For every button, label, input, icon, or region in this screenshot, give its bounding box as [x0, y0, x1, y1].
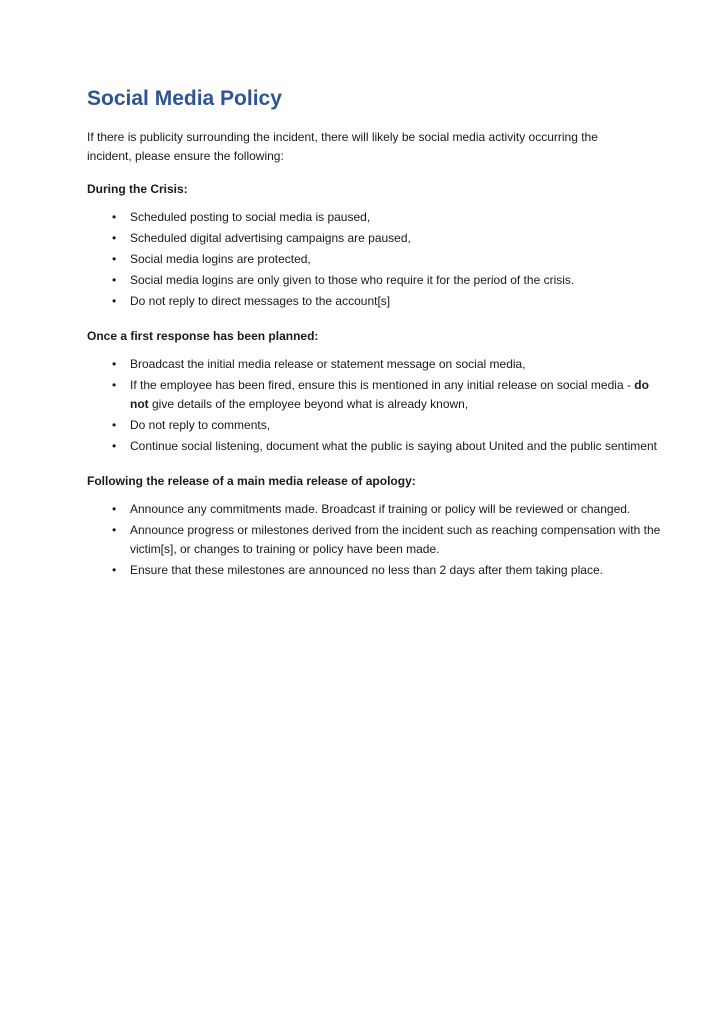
list-item: [87, 500, 664, 519]
bullet-icon: •: [112, 231, 117, 245]
list-item: [87, 521, 664, 559]
bullet-icon: •: [112, 502, 117, 516]
list-item-text: If the employee has been fired, ensure this is mentioned in any initial release on social media - do not give details of the employee beyond what is already known,: [130, 378, 649, 411]
policy-section: [87, 180, 664, 311]
policy-section: [87, 327, 664, 456]
bullet-icon: •: [112, 210, 117, 224]
section-heading: During the Crisis:: [87, 182, 188, 196]
list-item: [87, 376, 664, 414]
policy-section: [87, 472, 664, 580]
page-title: Social Media Policy: [87, 87, 282, 110]
list-item-text: Announce progress or milestones derived from the incident such as reaching compensation with the victim[s], or changes to training or policy have been made.: [130, 523, 661, 556]
section-heading: Following the release of a main media release of apology:: [87, 474, 416, 488]
bullet-icon: •: [112, 523, 117, 537]
bullet-icon: •: [112, 294, 117, 308]
bullet-icon: •: [112, 273, 117, 287]
sections-container: [87, 180, 664, 580]
list-item: [87, 229, 664, 248]
list-item-text: Announce any commitments made. Broadcast if training or policy will be reviewed or changed.: [130, 502, 631, 516]
list-item-text: Ensure that these milestones are announced no less than 2 days after them taking place.: [130, 563, 603, 577]
list-item-text: Broadcast the initial media release or statement message on social media,: [130, 357, 526, 371]
section-heading: Once a first response has been planned:: [87, 329, 319, 343]
list-item-text: Do not reply to direct messages to the account[s]: [130, 294, 391, 308]
bullet-icon: •: [112, 563, 117, 577]
bullet-icon: •: [112, 418, 117, 432]
bullet-list: [87, 500, 664, 580]
list-item: [87, 271, 664, 290]
list-item: [87, 208, 664, 227]
list-item-text: Do not reply to comments,: [130, 418, 271, 432]
list-item: [87, 416, 664, 435]
list-item: [87, 292, 664, 311]
list-item: [87, 561, 664, 580]
list-item-text: Social media logins are only given to those who require it for the period of the crisis.: [130, 273, 575, 287]
list-item-text: Continue social listening, document what the public is saying about United and the public sentiment: [130, 439, 657, 453]
bullet-icon: •: [112, 439, 117, 453]
bullet-list: [87, 208, 664, 311]
list-item-text: Scheduled digital advertising campaigns are paused,: [130, 231, 411, 245]
bullet-list: [87, 355, 664, 456]
list-item: [87, 355, 664, 374]
list-item-text: Social media logins are protected,: [130, 252, 311, 266]
intro-paragraph: If there is publicity surrounding the incident, there will likely be social media activity occurring the incident, please ensure the following:: [87, 130, 598, 163]
bullet-icon: •: [112, 378, 117, 392]
bullet-icon: •: [112, 252, 117, 266]
list-item-text: Scheduled posting to social media is paused,: [130, 210, 371, 224]
list-item: [87, 250, 664, 269]
bullet-icon: •: [112, 357, 117, 371]
list-item: [87, 437, 664, 456]
